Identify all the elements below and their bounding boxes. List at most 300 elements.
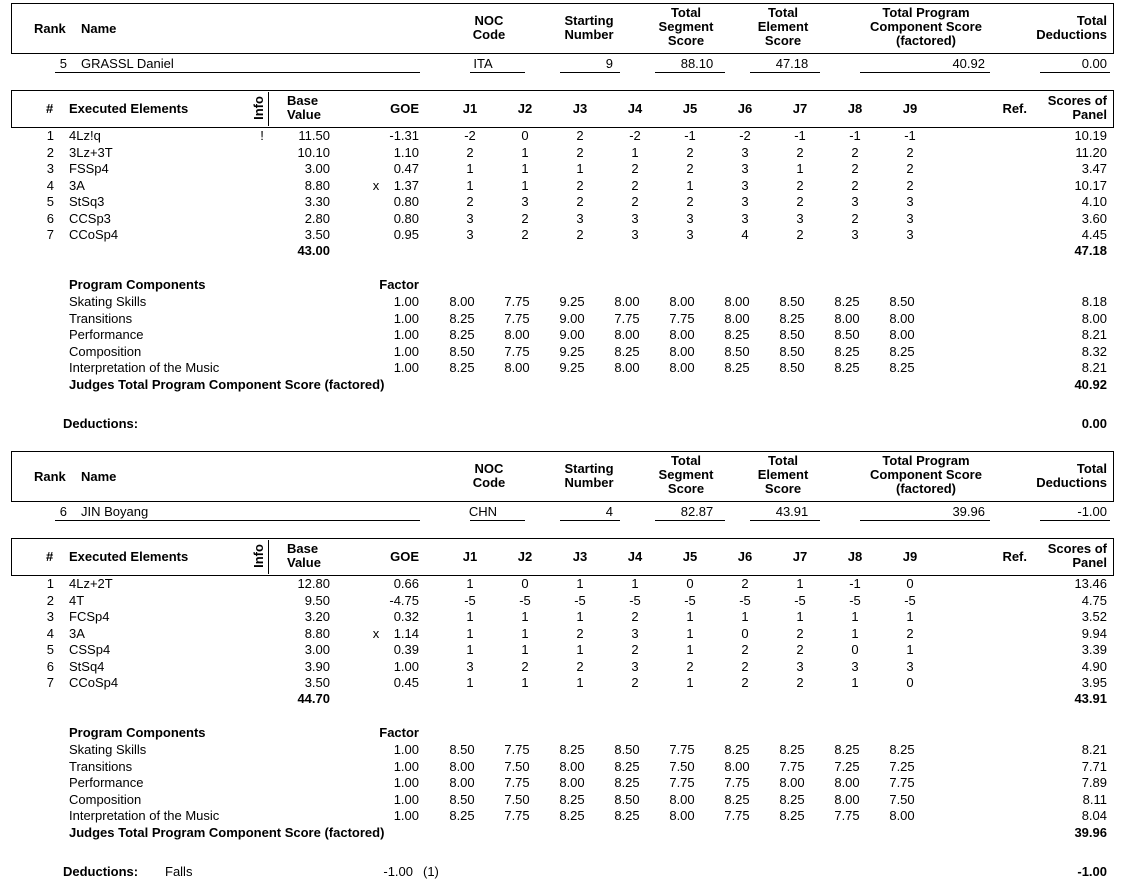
element-judge-score: 3 [521, 194, 529, 209]
element-judge-score: -5 [794, 592, 806, 608]
component-judge-score: 7.75 [724, 808, 750, 823]
element-judge-score: 1 [466, 625, 474, 641]
element-goe: -4.75 [389, 592, 419, 608]
element-judge-score: 1 [686, 625, 694, 641]
element-judge-score: 3 [741, 210, 749, 226]
element-judge-score: 2 [631, 642, 639, 657]
element-code: 3A [69, 177, 85, 193]
component-judge-score: 8.00 [889, 327, 915, 342]
info-divider [268, 92, 269, 126]
element-judge-score: 2 [906, 161, 914, 176]
judge-header: J7 [792, 549, 808, 564]
element-judge-score: 3 [631, 227, 639, 242]
component-judge-score: 8.25 [834, 294, 860, 309]
noc-code-header: NOC Code [472, 461, 506, 490]
element-judge-score: 2 [521, 227, 529, 242]
skater-block [0, 448, 1125, 896]
component-judge-score: 8.25 [449, 808, 475, 823]
component-factor: 1.00 [393, 310, 419, 326]
value-underline [750, 72, 820, 73]
element-judge-score: 2 [741, 675, 749, 690]
component-judge-score: 7.75 [724, 775, 750, 790]
factor-header: Factor [379, 725, 419, 740]
element-judge-score: -5 [904, 592, 916, 608]
element-judge-score: 3 [906, 658, 914, 674]
judge-header: J7 [792, 101, 808, 116]
element-judge-score: 2 [686, 144, 694, 160]
element-judge-score: 2 [576, 128, 584, 143]
component-judge-score: 8.00 [669, 343, 695, 359]
element-code: 3Lz+3T [69, 144, 113, 160]
element-base-value: 8.80 [304, 177, 330, 193]
element-judge-score: -5 [684, 592, 696, 608]
element-judge-score: 1 [466, 642, 474, 657]
element-judge-score: 2 [741, 658, 749, 674]
deductions-total: -1.00 [1077, 864, 1107, 879]
component-judge-score: 8.25 [889, 360, 915, 375]
component-judge-score: 8.00 [669, 327, 695, 342]
program-components-header: Program Components [69, 725, 206, 740]
component-judge-score: 8.00 [614, 327, 640, 342]
component-judge-score: 7.75 [504, 742, 530, 757]
element-judge-score: 3 [631, 625, 639, 641]
element-judge-score: 1 [686, 609, 694, 624]
component-judge-score: 8.50 [614, 742, 640, 757]
judge-header: J2 [517, 549, 533, 564]
value-underline [750, 520, 820, 521]
component-judge-score: 7.75 [834, 808, 860, 823]
element-bonus-marker: x [372, 625, 380, 641]
component-judge-score: 8.00 [449, 294, 475, 309]
component-panel-score: 8.21 [1081, 327, 1107, 342]
element-judge-score: 2 [796, 625, 804, 641]
component-judge-score: 8.00 [669, 808, 695, 823]
component-name: Transitions [69, 758, 133, 774]
element-bonus-marker: x [372, 177, 380, 193]
element-number: 7 [46, 675, 54, 690]
element-judge-score: 2 [576, 144, 584, 160]
deduction-count: (1) [423, 864, 439, 879]
element-judge-score: 0 [521, 128, 529, 143]
judge-header: J1 [462, 549, 478, 564]
element-judge-score: 2 [796, 177, 804, 193]
component-judge-score: 7.50 [504, 758, 530, 774]
component-judge-score: 8.25 [449, 360, 475, 375]
element-judge-score: 0 [741, 625, 749, 641]
component-judge-score: 8.50 [779, 360, 805, 375]
component-judge-score: 8.50 [724, 343, 750, 359]
element-judge-score: -5 [849, 592, 861, 608]
element-judge-score: 0 [906, 576, 914, 591]
value-underline [860, 72, 990, 73]
element-judge-score: 3 [906, 210, 914, 226]
element-code: CCSp3 [69, 210, 111, 226]
total-element-score-value: 43.91 [775, 504, 809, 519]
element-judge-score: 2 [851, 144, 859, 160]
element-judge-score: 2 [906, 144, 914, 160]
component-factor: 1.00 [393, 808, 419, 823]
component-judge-score: 8.00 [669, 294, 695, 309]
component-judge-score: 8.25 [779, 310, 805, 326]
component-judge-score: 9.00 [559, 327, 585, 342]
element-judge-score: 1 [576, 609, 584, 624]
element-goe: 0.66 [393, 576, 419, 591]
elements-score-total: 47.18 [1074, 243, 1107, 258]
element-judge-score: -5 [519, 592, 531, 608]
element-judge-score: 1 [521, 625, 529, 641]
total-segment-score-value: 82.87 [680, 504, 714, 519]
element-panel-score: 11.20 [1075, 144, 1107, 160]
component-judge-score: 7.50 [504, 791, 530, 807]
component-judge-score: 8.25 [614, 758, 640, 774]
component-judge-score: 7.75 [779, 758, 805, 774]
element-judge-score: -2 [629, 128, 641, 143]
element-judge-score: 3 [576, 210, 584, 226]
element-judge-score: 1 [576, 161, 584, 176]
element-panel-score: 4.90 [1081, 658, 1107, 674]
program-components-header: Program Components [69, 277, 206, 292]
element-judge-score: 1 [466, 609, 474, 624]
element-code: FCSp4 [69, 609, 110, 624]
element-judge-score: 1 [631, 576, 639, 591]
judge-header: J4 [627, 549, 643, 564]
element-judge-score: 3 [741, 144, 749, 160]
element-base-value: 8.80 [304, 625, 330, 641]
component-judge-score: 7.75 [504, 775, 530, 790]
total-segment-score-value: 88.10 [680, 56, 714, 71]
total-deductions-value: -1.00 [1077, 504, 1107, 519]
element-base-value: 3.50 [304, 675, 330, 690]
judge-header: J6 [737, 549, 753, 564]
info-divider [268, 540, 269, 574]
value-underline [55, 72, 420, 73]
component-judge-score: 8.25 [834, 360, 860, 375]
element-judge-score: 3 [466, 227, 474, 242]
total-deductions-header: Total Deductions [1036, 461, 1107, 490]
element-goe: 0.45 [393, 675, 419, 690]
starting-number-header: Starting Number [564, 461, 614, 490]
total-segment-score-header: Total Segment Score [658, 5, 714, 48]
component-judge-score: 8.50 [614, 791, 640, 807]
element-judge-score: 1 [796, 576, 804, 591]
deductions-label: Deductions: [63, 416, 139, 431]
judge-header: J6 [737, 101, 753, 116]
element-judge-score: 2 [521, 658, 529, 674]
component-panel-score: 8.11 [1082, 791, 1107, 807]
element-judge-score: 1 [576, 642, 584, 657]
element-judge-score: 1 [686, 177, 694, 193]
element-code: 4Lz+2T [69, 576, 113, 591]
base-value-total: 44.70 [297, 691, 330, 706]
component-judge-score: 8.00 [834, 775, 860, 790]
element-judge-score: 1 [686, 642, 694, 657]
element-judge-score: 3 [796, 210, 804, 226]
component-judge-score: 8.25 [614, 775, 640, 790]
component-name: Performance [69, 775, 144, 790]
deduction-value: -1.00 [383, 864, 413, 879]
total-element-score-value: 47.18 [775, 56, 809, 71]
element-code: 4Lz!q [69, 128, 101, 143]
component-judge-score: 8.50 [779, 327, 805, 342]
element-judge-score: 2 [631, 194, 639, 209]
judge-header: J9 [902, 101, 918, 116]
element-judge-score: 2 [631, 161, 639, 176]
element-base-value: 9.50 [304, 592, 330, 608]
element-judge-score: 1 [906, 642, 914, 657]
components-total: 39.96 [1074, 825, 1107, 840]
value-underline [655, 72, 725, 73]
component-judge-score: 7.75 [504, 343, 530, 359]
element-judge-score: 2 [906, 177, 914, 193]
component-judge-score: 9.25 [559, 360, 585, 375]
element-judge-score: 2 [851, 210, 859, 226]
element-judge-score: 2 [906, 625, 914, 641]
executed-elements-header: Executed Elements [69, 549, 189, 564]
component-judge-score: 8.00 [889, 808, 915, 823]
element-panel-score: 10.17 [1074, 177, 1107, 193]
component-judge-score: 7.50 [889, 791, 915, 807]
element-goe: 1.00 [393, 658, 419, 674]
component-factor: 1.00 [393, 294, 419, 309]
component-factor: 1.00 [393, 742, 419, 757]
element-code: CCoSp4 [69, 675, 119, 690]
component-judge-score: 8.25 [889, 742, 915, 757]
component-judge-score: 8.25 [559, 791, 585, 807]
element-base-value: 11.50 [298, 128, 330, 143]
component-name: Interpretation of the Music [69, 808, 220, 823]
element-number: 6 [46, 658, 54, 674]
element-judge-score: -1 [904, 128, 916, 143]
element-goe: -1.31 [389, 128, 419, 143]
component-name: Transitions [69, 310, 133, 326]
component-panel-score: 8.18 [1081, 294, 1107, 309]
component-judge-score: 8.25 [449, 327, 475, 342]
info-header: Info [251, 96, 266, 120]
element-number-header: # [46, 101, 54, 116]
element-number: 2 [46, 144, 54, 160]
element-panel-score: 4.10 [1081, 194, 1107, 209]
element-judge-score: 3 [741, 194, 749, 209]
element-judge-score: 1 [521, 675, 529, 690]
noc-code-header: NOC Code [472, 13, 506, 42]
element-judge-score: 2 [631, 177, 639, 193]
element-judge-score: -1 [849, 576, 861, 591]
component-panel-score: 8.32 [1081, 343, 1107, 359]
total-deductions-value: 0.00 [1081, 56, 1107, 71]
component-judge-score: 8.00 [449, 758, 475, 774]
element-judge-score: 3 [851, 227, 859, 242]
element-goe: 0.80 [393, 194, 419, 209]
element-judge-score: 1 [466, 161, 474, 176]
component-judge-score: 7.75 [504, 808, 530, 823]
element-base-value: 12.80 [297, 576, 330, 591]
info-header: Info [251, 544, 266, 568]
element-judge-score: -5 [629, 592, 641, 608]
total-program-component-score-value: 40.92 [952, 56, 985, 71]
deductions-label: Deductions: [63, 864, 139, 879]
judge-header: J8 [847, 101, 863, 116]
element-judge-score: 1 [851, 675, 859, 690]
element-judge-score: 2 [466, 144, 474, 160]
element-judge-score: -5 [464, 592, 476, 608]
component-judge-score: 8.25 [449, 310, 475, 326]
judges-total-label: Judges Total Program Component Score (factored) [69, 377, 385, 392]
element-judge-score: 1 [521, 177, 529, 193]
component-judge-score: 8.25 [559, 808, 585, 823]
component-judge-score: 7.50 [669, 758, 695, 774]
value-underline [470, 72, 525, 73]
element-goe: 0.80 [393, 210, 419, 226]
component-judge-score: 8.50 [834, 327, 860, 342]
component-name: Performance [69, 327, 144, 342]
starting-number-value: 9 [605, 56, 613, 71]
element-judge-score: 1 [851, 609, 859, 624]
total-deductions-header: Total Deductions [1036, 13, 1107, 42]
element-judge-score: -5 [574, 592, 586, 608]
element-judge-score: 2 [466, 194, 474, 209]
element-judge-score: -2 [739, 128, 751, 143]
element-judge-score: 1 [741, 609, 749, 624]
element-judge-score: 3 [796, 658, 804, 674]
component-judge-score: 9.25 [559, 343, 585, 359]
element-goe: 1.14 [393, 625, 419, 641]
value-underline [55, 520, 420, 521]
element-judge-score: -1 [794, 128, 806, 143]
component-judge-score: 8.50 [779, 294, 805, 309]
scores-of-panel-header: Scores of Panel [1047, 541, 1107, 570]
element-panel-score: 3.47 [1081, 161, 1107, 176]
element-panel-score: 3.52 [1081, 609, 1107, 624]
component-factor: 1.00 [393, 343, 419, 359]
element-panel-score: 10.19 [1074, 128, 1107, 143]
element-code: StSq3 [69, 194, 105, 209]
noc-value: ITA [473, 56, 493, 71]
component-judge-score: 8.25 [834, 742, 860, 757]
element-judge-score: 2 [686, 658, 694, 674]
component-panel-score: 7.71 [1081, 758, 1107, 774]
name-header: Name [81, 469, 117, 484]
total-program-component-score-value: 39.96 [952, 504, 985, 519]
element-judge-score: 1 [466, 675, 474, 690]
element-code: StSq4 [69, 658, 105, 674]
ref-header: Ref. [1002, 549, 1027, 564]
elements-score-total: 43.91 [1074, 691, 1107, 706]
component-judge-score: 8.00 [614, 294, 640, 309]
element-code: 3A [69, 625, 85, 641]
element-number: 4 [46, 625, 54, 641]
base-value-header: Base Value [287, 541, 321, 570]
value-underline [470, 520, 525, 521]
total-program-component-score-header: Total Program Component Score (factored) [870, 5, 982, 48]
element-judge-score: 1 [906, 609, 914, 624]
element-judge-score: 3 [466, 658, 474, 674]
element-number: 3 [46, 609, 54, 624]
component-panel-score: 8.00 [1081, 310, 1107, 326]
element-judge-score: 2 [796, 194, 804, 209]
name-header: Name [81, 21, 117, 36]
component-judge-score: 8.50 [779, 343, 805, 359]
scores-of-panel-header: Scores of Panel [1047, 93, 1107, 122]
element-code: CCoSp4 [69, 227, 119, 242]
element-judge-score: 3 [906, 227, 914, 242]
element-goe: 0.47 [393, 161, 419, 176]
element-judge-score: 1 [521, 642, 529, 657]
element-judge-score: 2 [576, 194, 584, 209]
element-base-value: 3.00 [304, 642, 330, 657]
element-judge-score: 1 [466, 576, 474, 591]
element-number-header: # [46, 549, 54, 564]
component-judge-score: 7.75 [614, 310, 640, 326]
component-name: Composition [69, 343, 142, 359]
element-panel-score: 3.60 [1081, 210, 1107, 226]
element-base-value: 3.50 [304, 227, 330, 242]
component-judge-score: 7.75 [669, 310, 695, 326]
element-judge-score: 1 [686, 675, 694, 690]
element-base-value: 2.80 [304, 210, 330, 226]
component-name: Skating Skills [69, 294, 147, 309]
component-judge-score: 8.00 [889, 310, 915, 326]
component-judge-score: 8.25 [559, 742, 585, 757]
component-judge-score: 7.75 [504, 310, 530, 326]
component-judge-score: 8.25 [889, 343, 915, 359]
element-judge-score: 1 [576, 675, 584, 690]
element-panel-score: 4.45 [1081, 227, 1107, 242]
element-number: 3 [46, 161, 54, 176]
component-judge-score: 8.25 [779, 742, 805, 757]
component-judge-score: 8.00 [724, 758, 750, 774]
judge-header: J3 [572, 101, 588, 116]
element-code: 4T [69, 592, 85, 608]
component-judge-score: 8.25 [614, 343, 640, 359]
element-panel-score: 13.46 [1074, 576, 1107, 591]
judge-header: J5 [682, 549, 698, 564]
element-panel-score: 4.75 [1081, 592, 1107, 608]
element-judge-score: 2 [741, 576, 749, 591]
element-judge-score: 1 [576, 576, 584, 591]
component-judge-score: 7.75 [669, 775, 695, 790]
element-number: 6 [46, 210, 54, 226]
goe-header: GOE [390, 101, 419, 116]
goe-header: GOE [390, 549, 419, 564]
component-judge-score: 8.25 [834, 343, 860, 359]
element-judge-score: 3 [851, 194, 859, 209]
element-judge-score: 1 [521, 144, 529, 160]
rank-value: 6 [59, 504, 67, 519]
total-segment-score-header: Total Segment Score [658, 453, 714, 496]
component-judge-score: 8.00 [834, 791, 860, 807]
component-judge-score: 8.50 [449, 742, 475, 757]
component-judge-score: 8.00 [724, 294, 750, 309]
rank-header: Rank [34, 469, 66, 484]
total-element-score-header: Total Element Score [757, 453, 809, 496]
element-judge-score: 2 [796, 227, 804, 242]
component-name: Skating Skills [69, 742, 147, 757]
ref-header: Ref. [1002, 101, 1027, 116]
component-judge-score: 8.25 [779, 808, 805, 823]
element-judge-score: 1 [631, 144, 639, 160]
component-judge-score: 7.25 [889, 758, 915, 774]
component-judge-score: 8.00 [834, 310, 860, 326]
component-panel-score: 8.04 [1081, 808, 1107, 823]
component-name: Composition [69, 791, 142, 807]
element-base-value: 3.30 [304, 194, 330, 209]
component-judge-score: 9.25 [559, 294, 585, 309]
skater-name: JIN Boyang [81, 504, 149, 519]
value-underline [1040, 72, 1110, 73]
element-judge-score: 2 [576, 625, 584, 641]
component-judge-score: 7.75 [504, 294, 530, 309]
component-factor: 1.00 [393, 791, 419, 807]
